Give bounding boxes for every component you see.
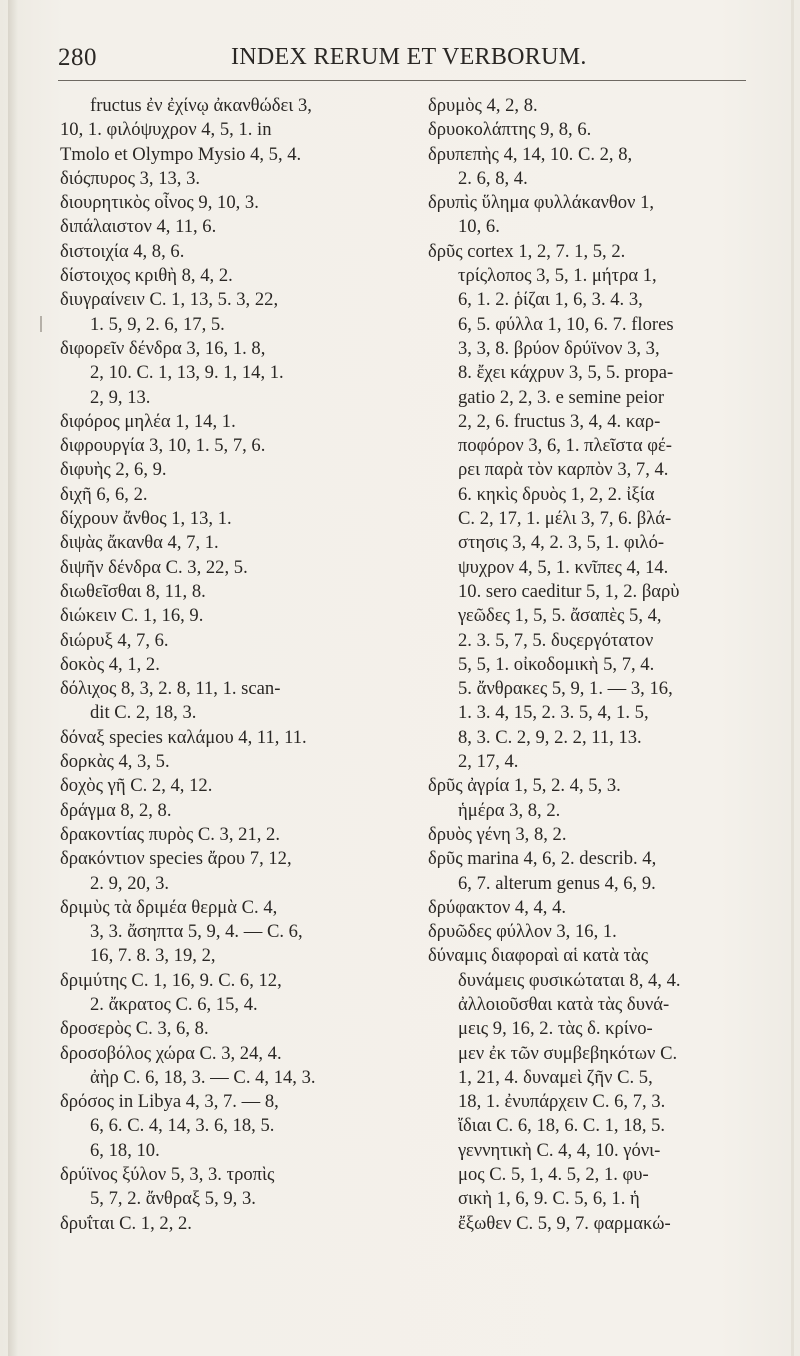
index-line: ἀλλοιοῦσθαι κατὰ τὰς δυνά- bbox=[458, 993, 670, 1015]
index-line: στησις 3, 4, 2. 3, 5, 1. φιλό- bbox=[458, 532, 665, 554]
index-line: δόλιχος 8, 3, 2. 8, 11, 1. scan- bbox=[60, 678, 281, 700]
index-line: 1, 21, 4. δυναμεὶ ζῆν C. 5, bbox=[458, 1066, 653, 1088]
index-line: διυγραίνειν C. 1, 13, 5. 3, 22, bbox=[60, 289, 279, 311]
index-line: διφόρος μηλέα 1, 14, 1. bbox=[60, 410, 236, 432]
index-line: 3, 3, 8. βρύον δρύϊνον 3, 3, bbox=[458, 337, 660, 359]
index-line: δρυὸς γένη 3, 8, 2. bbox=[428, 823, 567, 845]
index-line: C. 2, 17, 1. μέλι 3, 7, 6. βλά- bbox=[458, 508, 672, 530]
index-line: δρῦς marina 4, 6, 2. describ. 4, bbox=[428, 848, 657, 870]
index-line: 10, 6. bbox=[458, 216, 500, 238]
index-line: 2, 2, 6. fructus 3, 4, 4. καρ- bbox=[458, 410, 661, 432]
index-line: ρει παρὰ τὸν καρπὸν 3, 7, 4. bbox=[458, 459, 669, 481]
index-line: 10, 1. φιλόψυχρον 4, 5, 1. in bbox=[60, 119, 272, 141]
index-line: γεῶδες 1, 5, 5. ἄσαπὲς 5, 4, bbox=[458, 605, 662, 627]
index-line: διχῆ 6, 6, 2. bbox=[60, 483, 148, 505]
index-line: δοχὸς γῆ C. 2, 4, 12. bbox=[60, 775, 213, 797]
page-header bbox=[58, 44, 730, 84]
index-line: ποφόρον 3, 6, 1. πλεῖστα φέ- bbox=[458, 435, 672, 457]
index-line: Tmolo et Olympo Mysio 4, 5, 4. bbox=[60, 143, 302, 165]
index-line: διστοιχία 4, 8, 6. bbox=[60, 240, 185, 262]
index-line: δίχρουν ἄνθος 1, 13, 1. bbox=[60, 508, 232, 530]
page-fold-shadow bbox=[8, 0, 18, 1356]
index-line: ψυχρον 4, 5, 1. κνῖπες 4, 14. bbox=[458, 556, 669, 578]
index-line: 2. ἄκρατος C. 6, 15, 4. bbox=[90, 993, 258, 1015]
index-line: δρυΐται C. 1, 2, 2. bbox=[60, 1212, 192, 1234]
index-line: δυνάμεις φυσικώταται 8, 4, 4. bbox=[458, 969, 681, 991]
index-line: διώρυξ 4, 7, 6. bbox=[60, 629, 169, 651]
index-line: ἀὴρ C. 6, 18, 3. — C. 4, 14, 3. bbox=[90, 1066, 316, 1088]
index-line: δρυπὶς ὕλημα φυλλάκανθον 1, bbox=[428, 192, 655, 214]
index-line: διφορεῖν δένδρα 3, 16, 1. 8, bbox=[60, 337, 266, 359]
index-line: 1. 3. 4, 15, 2. 3. 5, 4, 1. 5, bbox=[458, 702, 649, 724]
index-line: δροσερὸς C. 3, 6, 8. bbox=[60, 1018, 209, 1040]
index-line: δοκὸς 4, 1, 2. bbox=[60, 653, 160, 675]
index-line: δόναξ species καλάμου 4, 11, 11. bbox=[60, 726, 307, 748]
index-line: διώκειν C. 1, 16, 9. bbox=[60, 605, 204, 627]
index-line: 3, 3. ἄσηπτα 5, 9, 4. — C. 6, bbox=[90, 921, 303, 943]
index-line: μεν ἐκ τῶν συμβεβηκότων C. bbox=[458, 1042, 678, 1064]
index-column-right bbox=[428, 94, 780, 1236]
index-line: 5. ἄνθρακες 5, 9, 1. — 3, 16, bbox=[458, 678, 673, 700]
index-line: ἔξωθεν C. 5, 9, 7. φαρμακώ- bbox=[458, 1212, 671, 1234]
index-line: 6, 5. φύλλα 1, 10, 6. 7. flores bbox=[458, 313, 674, 335]
index-line: 2. 6, 8, 4. bbox=[458, 167, 528, 189]
index-line: δρύϊνος ξύλον 5, 3, 3. τροπὶς bbox=[60, 1164, 275, 1186]
index-line: 6, 6. C. 4, 14, 3. 6, 18, 5. bbox=[90, 1115, 275, 1137]
index-line: διψὰς ἄκανθα 4, 7, 1. bbox=[60, 532, 219, 554]
index-line: δρῦς cortex 1, 2, 7. 1, 5, 2. bbox=[428, 240, 626, 262]
index-line: διουρητικὸς οἶνος 9, 10, 3. bbox=[60, 192, 259, 214]
index-line: fructus ἐν ἐχίνῳ ἀκανθώδει 3, bbox=[90, 95, 312, 116]
index-line: 5, 5, 1. οἰκοδομικὴ 5, 7, 4. bbox=[458, 653, 655, 675]
index-line: 2, 9, 13. bbox=[90, 386, 151, 408]
index-line: δροσοβόλος χώρα C. 3, 24, 4. bbox=[60, 1042, 282, 1064]
index-line: ἡμέρα 3, 8, 2. bbox=[458, 799, 561, 821]
index-line: δορκὰς 4, 3, 5. bbox=[60, 751, 170, 773]
index-line: 10. sero caeditur 5, 1, 2. βαρὺ bbox=[458, 580, 680, 602]
margin-mark bbox=[40, 316, 42, 332]
index-line: δριμύτης C. 1, 16, 9. C. 6, 12, bbox=[60, 969, 282, 991]
index-line: 18, 1. ἐνυπάρχειν C. 6, 7, 3. bbox=[458, 1091, 666, 1113]
index-line: 6, 1. 2. ῥίζαι 1, 6, 3. 4. 3, bbox=[458, 289, 643, 311]
index-line: 6, 18, 10. bbox=[90, 1139, 160, 1161]
index-line: μεις 9, 16, 2. τὰς δ. κρίνο- bbox=[458, 1018, 653, 1040]
index-line: dit C. 2, 18, 3. bbox=[90, 702, 197, 724]
index-line: δράγμα 8, 2, 8. bbox=[60, 799, 172, 821]
page-number: 280 bbox=[58, 44, 97, 71]
index-line: διωθεῖσθαι 8, 11, 8. bbox=[60, 580, 206, 602]
index-line: δρακόντιον species ἄρου 7, 12, bbox=[60, 848, 292, 870]
header-rule bbox=[58, 80, 746, 81]
index-line: διφρουργία 3, 10, 1. 5, 7, 6. bbox=[60, 435, 266, 457]
index-line: δρύφακτον 4, 4, 4. bbox=[428, 896, 567, 918]
index-line: διόςπυρος 3, 13, 3. bbox=[60, 167, 201, 189]
index-line: 16, 7. 8. 3, 19, 2, bbox=[90, 945, 216, 967]
index-line: 1. 5, 9, 2. 6, 17, 5. bbox=[90, 313, 225, 335]
index-line: τρίςλοπος 3, 5, 1. μήτρα 1, bbox=[458, 265, 657, 287]
index-line: gatio 2, 2, 3. e semine peior bbox=[458, 386, 665, 408]
index-line: 6, 7. alterum genus 4, 6, 9. bbox=[458, 872, 656, 894]
index-line: δύναμις διαφοραὶ αἱ κατὰ τὰς bbox=[428, 945, 649, 967]
index-line: σικὴ 1, 6, 9. C. 5, 6, 1. ἡ bbox=[458, 1188, 640, 1210]
running-head: INDEX RERUM ET VERBORUM. bbox=[231, 44, 587, 70]
index-line: δριμὺς τὰ δριμέα θερμὰ C. 4, bbox=[60, 896, 278, 918]
index-line: δρυῶδες φύλλον 3, 16, 1. bbox=[428, 921, 617, 943]
index-line: 8. ἔχει κάχρυν 3, 5, 5. propa- bbox=[458, 362, 674, 384]
index-line: 2. 3. 5, 7, 5. δυςεργότατον bbox=[458, 629, 654, 651]
index-line: δρῦς ἀγρία 1, 5, 2. 4, 5, 3. bbox=[428, 775, 621, 797]
index-line: ἴδιαι C. 6, 18, 6. C. 1, 18, 5. bbox=[458, 1115, 666, 1137]
index-line: μος C. 5, 1, 4. 5, 2, 1. φυ- bbox=[458, 1164, 649, 1186]
index-line: 2, 17, 4. bbox=[458, 751, 519, 773]
index-line: 6. κηκὶς δρυὸς 1, 2, 2. ἰξία bbox=[458, 483, 655, 505]
index-column-left bbox=[60, 94, 398, 1236]
index-line: 2. 9, 20, 3. bbox=[90, 872, 170, 894]
page-edge bbox=[791, 0, 794, 1356]
index-line: γεννητικὴ C. 4, 4, 10. γόνι- bbox=[458, 1139, 661, 1161]
index-line: δρυοκολάπτης 9, 8, 6. bbox=[428, 119, 592, 141]
index-line: δρόσος in Libya 4, 3, 7. — 8, bbox=[60, 1091, 279, 1113]
index-line: διψῆν δένδρα C. 3, 22, 5. bbox=[60, 556, 248, 578]
index-line: 5, 7, 2. ἄνθραξ 5, 9, 3. bbox=[90, 1188, 256, 1210]
index-line: δρυμὸς 4, 2, 8. bbox=[428, 95, 538, 116]
index-line: διφυὴς 2, 6, 9. bbox=[60, 459, 167, 481]
index-line: δρυπεπὴς 4, 14, 10. C. 2, 8, bbox=[428, 143, 633, 165]
index-line: δρακοντίας πυρὸς C. 3, 21, 2. bbox=[60, 823, 280, 845]
index-line: 8, 3. C. 2, 9, 2. 2, 11, 13. bbox=[458, 726, 642, 748]
index-line: δίστοιχος κριθὴ 8, 4, 2. bbox=[60, 265, 233, 287]
index-line: 2, 10. C. 1, 13, 9. 1, 14, 1. bbox=[90, 362, 284, 384]
index-line: διπάλαιστον 4, 11, 6. bbox=[60, 216, 217, 238]
